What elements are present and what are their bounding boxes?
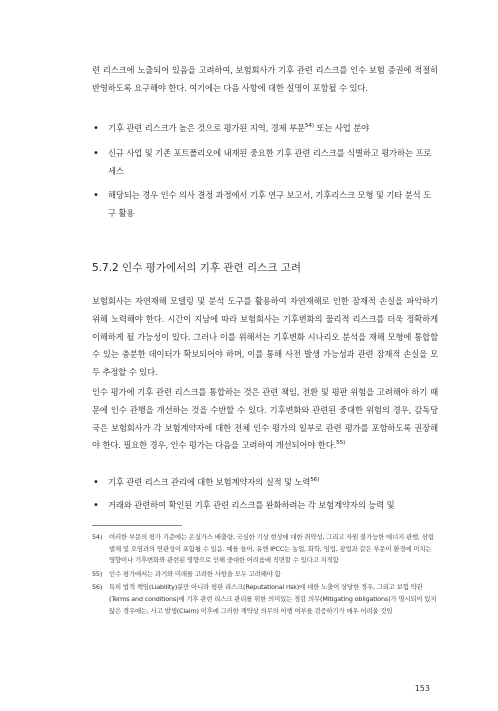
footnote-number: 54) <box>92 533 103 541</box>
bullet-text-tail: 또는 사업 분야 <box>313 123 370 133</box>
bullet-item <box>92 145 438 181</box>
footnote-ref: 56) <box>310 477 320 484</box>
footnote-number: 56) <box>92 583 103 592</box>
footnotes <box>92 532 438 619</box>
bullet-dot-icon: • <box>93 499 99 511</box>
bullet-item <box>92 187 438 223</box>
footnote-ref: 55) <box>336 440 346 447</box>
paragraph-3-text: 인수 평가에 기후 관련 리스크를 통합하는 것은 관련 책임, 전환 및 평판 위험을 고려해야 하기 때문에 인수 관행을 개선하는 것을 수반할 수 있다. 기후변화와 관련된 중대한 위험의 경우, 감독당국은 보험회사가 각 보험계약자에 대한 전체 인수 평가의 일부로 관련 평가를 포함하도록 권장해야 한다. 필요한 경우, 인수 평가는 다음을 고려하여 개선되어야 한다. <box>92 387 438 451</box>
paragraph-3-block <box>92 384 438 455</box>
bullet-dot-icon: • <box>93 123 99 134</box>
footnote-55 <box>92 569 438 581</box>
bullet-text: 기후 관련 리스크가 높은 것으로 평가된 지역, 경제 부문 <box>108 123 305 133</box>
footnote-text: 인수 평가에서는 과거와 미래를 고려한 사항을 모두 고려해야 함 <box>109 569 281 578</box>
bullet-dot-icon: • <box>93 190 99 202</box>
paragraph-2: 보험회사는 자연재해 모델링 및 분석 도구를 활용하여 자연재해로 인한 잠재적 손실을 파악하기 위해 노력해야 한다. 시간이 지남에 따라 보험회사는 기후변화의 물리적 리스크를 더욱 정확하게 이해하게 될 가능성이 있다. 그러나 이를 위해서는 기후변화 시나리오 분석을 재해 모형에 통합할 수 있는 충분한 데이터가 확보되어야 하며, 이를 통해 사전 발생 가능성과 관련 잠재적 손실을 모두 추정할 수 있다. <box>92 296 438 378</box>
footnote-number: 55) <box>92 569 103 578</box>
footnote-54 <box>92 532 438 567</box>
footnote-56 <box>92 582 438 617</box>
footnote-text: 특히 법적 책임(Liability)분만 아니라 평판 리스크(Reputational risk)에 대한 노출이 상당한 경우, 그리고 보험 약관(Terms and conditions)에 기후 관련 리스크 관리를 위한 의미있는 경감 의무(Mitigating obligations)가 명시되어 있지 않은 경우에는, 사고 발생(Claim) 이후에 그러한 계약상 의무의 이행 여부를 검증하기가 매우 어려울 것임 <box>109 583 437 615</box>
bullet-dot-icon: • <box>93 477 99 488</box>
intro-paragraph-block <box>92 62 438 98</box>
bullet-item <box>92 120 438 138</box>
bullet-list-1 <box>92 120 438 223</box>
intro-paragraph: 련 리스크에 노출되어 있음을 고려하여, 보험회사가 기후 관련 리스크를 인수 보험 증권에 적절히 반영하도록 요구해야 한다. 여기에는 다음 사항에 대한 설명이 포함될 수 있다. <box>92 65 438 93</box>
bullet-list-2 <box>92 474 438 515</box>
bullet-dot-icon: • <box>93 147 99 159</box>
footnote-divider <box>92 525 182 526</box>
footnote-text: 여러한 부문의 평가 기준에는 온실가스 배출량, 국심한 기상 현상에 대한 취약성, 그리고 자원 불가능한 에너지 관행, 삼림 벌채 및 오염과의 연관성이 포함될 수 있음. 예를 들어, 유엔 IPCC는 농업, 화학, 임업, 광업과 같은 부문이 환경에 미치는 영향이나 기후변화와 관련된 영향으로 인해 중대한 어려움에 직면할 수 있다고 지적함 <box>109 533 434 565</box>
section-heading-block <box>92 260 438 275</box>
paragraph-3 <box>92 384 438 455</box>
bullet-item <box>92 474 438 492</box>
bullet-item <box>92 497 438 515</box>
page-number: 153 <box>414 684 430 693</box>
bullet-text: 기후 관련 리스크 관리에 대한 보험계약자의 실적 및 노력 <box>108 477 311 487</box>
bullet-text: 해당되는 경우 인수 의사 결정 과정에서 기후 연구 보고서, 기후리스크 모형 및 기타 분석 도구 활용 <box>108 190 431 219</box>
paragraph-2-block <box>92 293 438 382</box>
footnote-ref: 54) <box>304 123 314 130</box>
bullet-text: 거래와 관련하여 확인된 기후 관련 리스크를 완화하려는 각 보험계약자의 능력 및 <box>108 499 395 510</box>
section-heading: 5.7.2 인수 평가에서의 기후 관련 리스크 고려 <box>92 262 302 274</box>
bullet-text: 신규 사업 및 기존 포트폴리오에 내재된 중요한 기후 관련 리스크를 식별하고 평가하는 프로세스 <box>108 147 432 176</box>
